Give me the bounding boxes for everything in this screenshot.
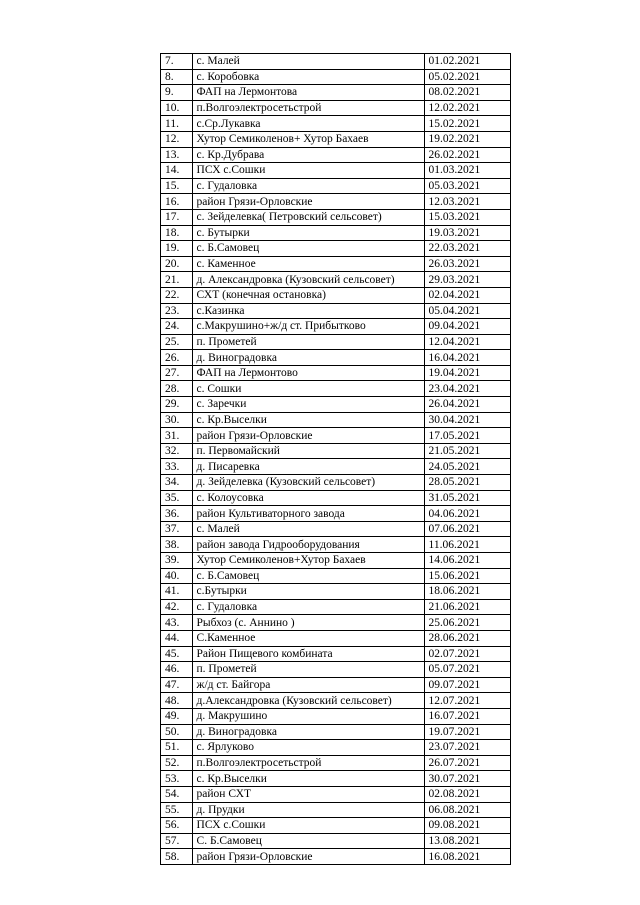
row-number-cell: 47. (161, 677, 193, 693)
date-cell: 23.04.2021 (424, 381, 511, 397)
row-number-cell: 11. (161, 116, 193, 132)
row-number-cell: 55. (161, 802, 193, 818)
date-cell: 09.04.2021 (424, 319, 511, 335)
location-cell: п. Первомайский (192, 443, 424, 459)
date-cell: 26.03.2021 (424, 256, 511, 272)
table-row (161, 334, 511, 350)
date-cell: 29.03.2021 (424, 272, 511, 288)
date-cell: 28.05.2021 (424, 475, 511, 491)
location-cell: с. Б.Самовец (192, 568, 424, 584)
location-cell: с. Малей (192, 521, 424, 537)
location-cell: ПСХ с.Сошки (192, 163, 424, 179)
date-cell: 25.06.2021 (424, 615, 511, 631)
table-row (161, 599, 511, 615)
table-row (161, 225, 511, 241)
row-number-cell: 40. (161, 568, 193, 584)
table-row (161, 241, 511, 257)
location-cell: Хутор Семиколенов+ Хутор Бахаев (192, 131, 424, 147)
date-cell: 06.08.2021 (424, 802, 511, 818)
date-cell: 18.06.2021 (424, 584, 511, 600)
location-cell: с. Кр.Выселки (192, 412, 424, 428)
table-row (161, 553, 511, 569)
date-cell: 23.07.2021 (424, 740, 511, 756)
location-cell: с.Макрушино+ж/д ст. Прибытково (192, 319, 424, 335)
date-cell: 19.07.2021 (424, 724, 511, 740)
location-cell: п. Прометей (192, 662, 424, 678)
table-row (161, 490, 511, 506)
date-cell: 15.03.2021 (424, 209, 511, 225)
date-cell: 26.02.2021 (424, 147, 511, 163)
row-number-cell: 57. (161, 833, 193, 849)
location-cell: д. Виноградовка (192, 350, 424, 366)
row-number-cell: 18. (161, 225, 193, 241)
date-cell: 26.04.2021 (424, 397, 511, 413)
location-cell: район завода Гидрооборудования (192, 537, 424, 553)
location-cell: ФАП на Лермонтово (192, 365, 424, 381)
location-cell: район Грязи-Орловские (192, 194, 424, 210)
location-cell: с. Зейделевка( Петровский сельсовет) (192, 209, 424, 225)
date-cell: 22.03.2021 (424, 241, 511, 257)
table-row (161, 147, 511, 163)
location-cell: район Грязи-Орловские (192, 849, 424, 865)
row-number-cell: 20. (161, 256, 193, 272)
location-cell: д.Александровка (Кузовский сельсовет) (192, 693, 424, 709)
date-cell: 24.05.2021 (424, 459, 511, 475)
row-number-cell: 27. (161, 365, 193, 381)
table-row (161, 475, 511, 491)
date-cell: 02.07.2021 (424, 646, 511, 662)
row-number-cell: 32. (161, 443, 193, 459)
location-cell: с. Малей (192, 54, 424, 70)
location-cell: с. Каменное (192, 256, 424, 272)
location-cell: д. Зейделевка (Кузовский сельсовет) (192, 475, 424, 491)
row-number-cell: 42. (161, 599, 193, 615)
table-row (161, 100, 511, 116)
row-number-cell: 58. (161, 849, 193, 865)
date-cell: 05.07.2021 (424, 662, 511, 678)
date-cell: 16.04.2021 (424, 350, 511, 366)
row-number-cell: 28. (161, 381, 193, 397)
row-number-cell: 23. (161, 303, 193, 319)
row-number-cell: 13. (161, 147, 193, 163)
table-row (161, 833, 511, 849)
row-number-cell: 41. (161, 584, 193, 600)
table-row (161, 849, 511, 865)
row-number-cell: 51. (161, 740, 193, 756)
row-number-cell: 39. (161, 553, 193, 569)
location-cell: д. Писаревка (192, 459, 424, 475)
location-cell: с. Коробовка (192, 69, 424, 85)
date-cell: 05.03.2021 (424, 178, 511, 194)
location-cell: с. Гудаловка (192, 599, 424, 615)
date-cell: 05.04.2021 (424, 303, 511, 319)
date-cell: 12.07.2021 (424, 693, 511, 709)
row-number-cell: 33. (161, 459, 193, 475)
row-number-cell: 45. (161, 646, 193, 662)
location-cell: с.Казинка (192, 303, 424, 319)
date-cell: 17.05.2021 (424, 428, 511, 444)
row-number-cell: 56. (161, 818, 193, 834)
table-row (161, 365, 511, 381)
date-cell: 12.02.2021 (424, 100, 511, 116)
location-cell: п. Прометей (192, 334, 424, 350)
table-row (161, 708, 511, 724)
row-number-cell: 26. (161, 350, 193, 366)
row-number-cell: 19. (161, 241, 193, 257)
table-row (161, 54, 511, 70)
table-row (161, 194, 511, 210)
date-cell: 30.07.2021 (424, 771, 511, 787)
date-cell: 11.06.2021 (424, 537, 511, 553)
date-cell: 19.04.2021 (424, 365, 511, 381)
row-number-cell: 54. (161, 786, 193, 802)
row-number-cell: 31. (161, 428, 193, 444)
table-row (161, 615, 511, 631)
location-cell: район Грязи-Орловские (192, 428, 424, 444)
table-row (161, 584, 511, 600)
table-row (161, 771, 511, 787)
date-cell: 13.08.2021 (424, 833, 511, 849)
date-cell: 28.06.2021 (424, 630, 511, 646)
row-number-cell: 15. (161, 178, 193, 194)
table-row (161, 319, 511, 335)
row-number-cell: 30. (161, 412, 193, 428)
date-cell: 01.03.2021 (424, 163, 511, 179)
location-cell: Хутор Семиколенов+Хутор Бахаев (192, 553, 424, 569)
row-number-cell: 14. (161, 163, 193, 179)
row-number-cell: 36. (161, 506, 193, 522)
date-cell: 09.08.2021 (424, 818, 511, 834)
table-row (161, 412, 511, 428)
table-row (161, 568, 511, 584)
row-number-cell: 22. (161, 287, 193, 303)
schedule-table (160, 53, 511, 865)
row-number-cell: 52. (161, 755, 193, 771)
location-cell: д. Виноградовка (192, 724, 424, 740)
date-cell: 07.06.2021 (424, 521, 511, 537)
date-cell: 19.02.2021 (424, 131, 511, 147)
table-row (161, 428, 511, 444)
location-cell: с. Сошки (192, 381, 424, 397)
table-row (161, 506, 511, 522)
row-number-cell: 9. (161, 85, 193, 101)
date-cell: 08.02.2021 (424, 85, 511, 101)
location-cell: С.Каменное (192, 630, 424, 646)
table-row (161, 818, 511, 834)
location-cell: СХТ (конечная остановка) (192, 287, 424, 303)
location-cell: с. Колоусовка (192, 490, 424, 506)
date-cell: 21.05.2021 (424, 443, 511, 459)
row-number-cell: 21. (161, 272, 193, 288)
row-number-cell: 10. (161, 100, 193, 116)
location-cell: район Культиваторного завода (192, 506, 424, 522)
row-number-cell: 8. (161, 69, 193, 85)
row-number-cell: 49. (161, 708, 193, 724)
table-row (161, 381, 511, 397)
table-row (161, 802, 511, 818)
table-row (161, 131, 511, 147)
table-row (161, 537, 511, 553)
date-cell: 09.07.2021 (424, 677, 511, 693)
table-row (161, 724, 511, 740)
row-number-cell: 53. (161, 771, 193, 787)
row-number-cell: 35. (161, 490, 193, 506)
row-number-cell: 12. (161, 131, 193, 147)
table-row (161, 69, 511, 85)
row-number-cell: 44. (161, 630, 193, 646)
location-cell: район СХТ (192, 786, 424, 802)
table-row (161, 116, 511, 132)
date-cell: 01.02.2021 (424, 54, 511, 70)
location-cell: с. Кр.Выселки (192, 771, 424, 787)
row-number-cell: 43. (161, 615, 193, 631)
location-cell: Рыбхоз (с. Аннино ) (192, 615, 424, 631)
row-number-cell: 17. (161, 209, 193, 225)
date-cell: 04.06.2021 (424, 506, 511, 522)
date-cell: 21.06.2021 (424, 599, 511, 615)
table-row (161, 272, 511, 288)
location-cell: Район Пищевого комбината (192, 646, 424, 662)
table-row (161, 209, 511, 225)
location-cell: с.Бутырки (192, 584, 424, 600)
date-cell: 26.07.2021 (424, 755, 511, 771)
date-cell: 15.06.2021 (424, 568, 511, 584)
table-row (161, 303, 511, 319)
table-row (161, 662, 511, 678)
table-row (161, 755, 511, 771)
row-number-cell: 50. (161, 724, 193, 740)
table-row (161, 646, 511, 662)
row-number-cell: 48. (161, 693, 193, 709)
table-row (161, 693, 511, 709)
table-row (161, 350, 511, 366)
date-cell: 19.03.2021 (424, 225, 511, 241)
location-cell: с.Ср.Лукавка (192, 116, 424, 132)
date-cell: 30.04.2021 (424, 412, 511, 428)
date-cell: 16.07.2021 (424, 708, 511, 724)
table-row (161, 630, 511, 646)
row-number-cell: 37. (161, 521, 193, 537)
row-number-cell: 16. (161, 194, 193, 210)
date-cell: 12.04.2021 (424, 334, 511, 350)
row-number-cell: 46. (161, 662, 193, 678)
location-cell: С. Б.Самовец (192, 833, 424, 849)
location-cell: с. Кр.Дубрава (192, 147, 424, 163)
schedule-table-body (161, 54, 511, 865)
location-cell: с. Ярлуково (192, 740, 424, 756)
table-row (161, 256, 511, 272)
table-row (161, 397, 511, 413)
location-cell: ж/д ст. Байгора (192, 677, 424, 693)
row-number-cell: 34. (161, 475, 193, 491)
location-cell: ФАП на Лермонтова (192, 85, 424, 101)
date-cell: 14.06.2021 (424, 553, 511, 569)
date-cell: 12.03.2021 (424, 194, 511, 210)
location-cell: ПСХ с.Сошки (192, 818, 424, 834)
table-row (161, 443, 511, 459)
table-row (161, 85, 511, 101)
table-row (161, 786, 511, 802)
location-cell: с. Б.Самовец (192, 241, 424, 257)
table-row (161, 178, 511, 194)
table-row (161, 677, 511, 693)
table-row (161, 163, 511, 179)
location-cell: д. Прудки (192, 802, 424, 818)
location-cell: д. Макрушино (192, 708, 424, 724)
table-row (161, 521, 511, 537)
location-cell: д. Александровка (Кузовский сельсовет) (192, 272, 424, 288)
location-cell: п.Волгоэлектросетьстрой (192, 100, 424, 116)
table-row (161, 459, 511, 475)
location-cell: с. Заречки (192, 397, 424, 413)
table-row (161, 740, 511, 756)
row-number-cell: 7. (161, 54, 193, 70)
row-number-cell: 24. (161, 319, 193, 335)
date-cell: 02.04.2021 (424, 287, 511, 303)
date-cell: 02.08.2021 (424, 786, 511, 802)
date-cell: 16.08.2021 (424, 849, 511, 865)
location-cell: с. Гудаловка (192, 178, 424, 194)
row-number-cell: 25. (161, 334, 193, 350)
date-cell: 05.02.2021 (424, 69, 511, 85)
date-cell: 15.02.2021 (424, 116, 511, 132)
table-row (161, 287, 511, 303)
location-cell: с. Бутырки (192, 225, 424, 241)
date-cell: 31.05.2021 (424, 490, 511, 506)
row-number-cell: 38. (161, 537, 193, 553)
location-cell: п.Волгоэлектросетьстрой (192, 755, 424, 771)
row-number-cell: 29. (161, 397, 193, 413)
